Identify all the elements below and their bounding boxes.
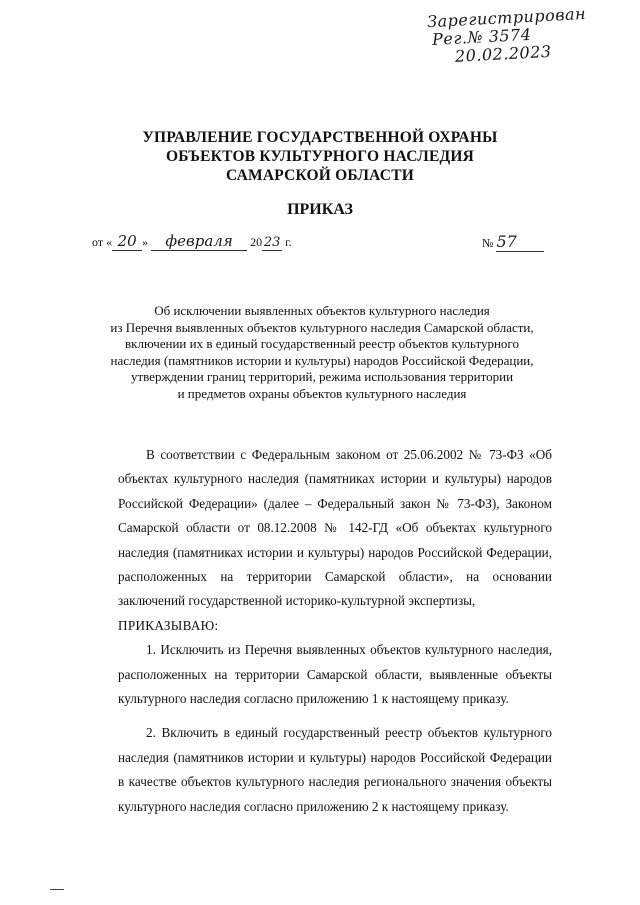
subject-line-5: утверждении границ территорий, режима использования территории	[130, 369, 514, 384]
subject-line-2: из Перечня выявленных объектов культурного наследия Самарской области,	[110, 319, 534, 335]
subject-line-3: включении их в единый государственный реестр объектов культурного	[125, 336, 519, 351]
order-date-line	[92, 232, 292, 251]
preamble-paragraph: В соответствии с Федеральным законом от 25.06.2002 № 73-ФЗ «Об объектах культурного наследия (памятниках истории и культуры) народов Российской Федерации» (далее – Федеральный закон № 73-ФЗ), Законом Самарской области от 08.12.2008 № 142-ГД «Об объектах культурного наследия (памятниках истории и культуры) народов Российской Федерации, расположенных на территории Самарской области», на основании заключений государственной историко-культурной экспертизы,	[118, 447, 552, 609]
date-end: г.	[285, 235, 292, 249]
agency-line-2: ОБЪЕКТОВ КУЛЬТУРНОГО НАСЛЕДИЯ	[165, 148, 475, 165]
order-body	[118, 443, 552, 819]
order-command-word: ПРИКАЗЫВАЮ:	[118, 617, 219, 633]
order-subject	[90, 303, 554, 402]
date-day: 20	[112, 232, 142, 251]
date-prefix: от «	[92, 235, 113, 249]
order-number-line	[482, 232, 544, 252]
subject-line-6: и предметов охраны объектов культурного наследия	[177, 385, 467, 401]
agency-line-1: УПРАВЛЕНИЕ ГОСУДАРСТВЕННОЙ ОХРАНЫ	[142, 129, 498, 146]
registration-stamp	[427, 3, 630, 67]
number-prefix: №	[482, 236, 494, 250]
date-year-suffix: 23	[263, 235, 281, 250]
footnote-separator	[50, 889, 64, 890]
subject-line-1: Об исключении выявленных объектов культурного наследия	[154, 303, 490, 318]
agency-line-3: САМАРСКОЙ ОБЛАСТИ	[225, 167, 414, 184]
stamp-line-reg-number: Рег.№ 3574	[431, 24, 532, 50]
stamp-line-date: 20.02.2023	[454, 41, 552, 66]
document-type-title: ПРИКАЗ	[287, 201, 353, 218]
subject-line-4: наследия (памятников истории и культуры) народов Российской Федерации,	[110, 352, 534, 368]
order-item-2: 2. Включить в единый государственный реестр объектов культурного наследия (памятников истории и культуры) народов Российской Федерации в качестве объектов культурного наследия регионального значения объекты культурного наследия согласно приложению 2 к настоящему приказу.	[118, 725, 552, 814]
order-number: 57	[496, 232, 544, 252]
stamp-line-registered: Зарегистрирован	[426, 3, 587, 32]
date-mid: »	[142, 235, 149, 249]
date-month: февраля	[151, 232, 247, 251]
agency-header	[0, 128, 640, 185]
order-item-1: 1. Исключить из Перечня выявленных объектов культурного наследия, расположенных на территории Самарской области, выявленные объекты культурного наследия согласно приложению 1 к настоящему приказу.	[118, 642, 552, 707]
date-year-prefix: 20	[250, 235, 263, 249]
